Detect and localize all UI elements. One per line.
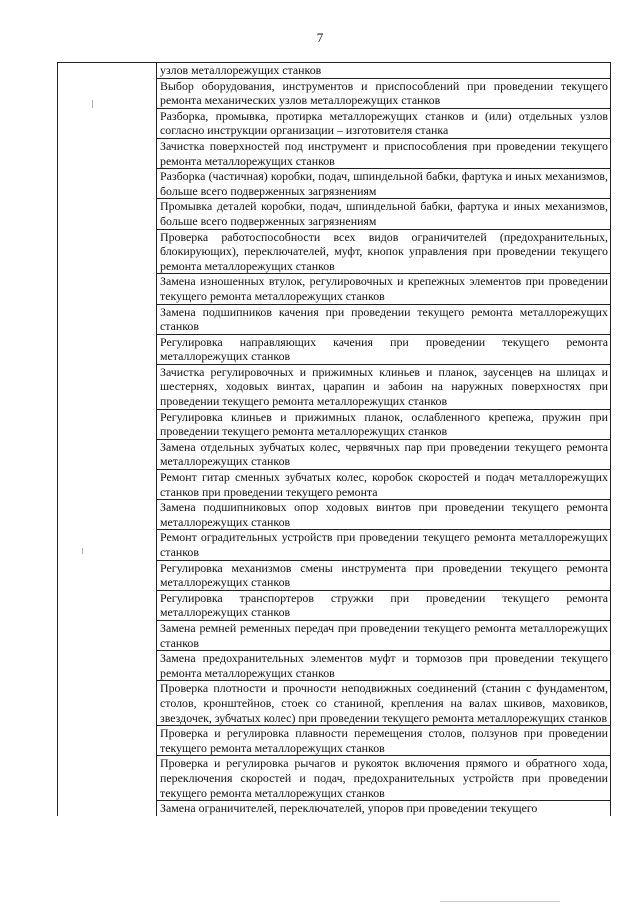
labor-actions-table (57, 62, 611, 816)
page-number: 7 (316, 30, 324, 45)
table-cell: Промывка деталей коробки, подач, шпиндельной бабки, фартука и иных механизмов, больше всего подверженных загрязнениям (157, 199, 611, 229)
table-cell: Замена изношенных втулок, регулировочных и крепежных элементов при проведении текущего ремонта металлорежущих станков (157, 274, 611, 304)
table-cell: Замена ремней ременных передач при проведении текущего ремонта металлорежущих станков (157, 620, 611, 650)
table-cell: Регулировка направляющих качения при проведении текущего ремонта металлорежущих станков (157, 334, 611, 364)
table-cell: Замена ограничителей, переключателей, упоров при проведении текущего (157, 801, 611, 816)
table-cell: Проверка и регулировка рычагов и рукояток включения прямого и обратного хода, переключения скоростей и подач, предохранительных устройств при проведении текущего ремонта металлорежущих станков (157, 756, 611, 801)
table-cell: Зачистка поверхностей под инструмент и приспособления при проведении текущего ремонта металлорежущих станков (157, 138, 611, 168)
table-cell: Проверка плотности и прочности неподвижных соединений (станин с фундаментом, столов, кронштейнов, стоек со станиной, крепления на валах шкивов, маховиков, звездочек, зубчатых колес) при проведении текущего ремонта металлорежущих станков (157, 681, 611, 726)
table-cell: Проверка работоспособности всех видов ограничителей (предохранительных, блокирующих), переключателей, муфт, кнопок управления при проведении текущего ремонта металлорежущих станков (157, 229, 611, 274)
table-cell: Замена подшипниковых опор ходовых винтов при проведении текущего ремонта металлорежущих станков (157, 500, 611, 530)
labor-functions-column (58, 63, 157, 816)
table-cell: Замена отдельных зубчатых колес, червячных пар при проведении текущего ремонта металлорежущих станков (157, 439, 611, 469)
table-cell: Разборка (частичная) коробки, подач, шпиндельной бабки, фартука и иных механизмов, больше всего подверженных загрязнениям (157, 169, 611, 199)
table-cell: Зачистка регулировочных и прижимных клиньев и планок, заусенцев на шлицах и шестернях, ходовых винтах, царапин и забоин на наружных поверхностях при проведении текущего ремонта металлорежущих станков (157, 364, 611, 409)
table-cell: Регулировка клиньев и прижимных планок, ослабленного крепежа, пружин при проведении текущего ремонта металлорежущих станков (157, 409, 611, 439)
scan-bottom-edge (440, 901, 560, 902)
table-cell: Ремонт оградительных устройств при проведении текущего ремонта металлорежущих станков (157, 530, 611, 560)
table-cell: Замена предохранительных элементов муфт и тормозов при проведении текущего ремонта металлорежущих станков (157, 651, 611, 681)
table-cell: узлов металлорежущих станков (157, 63, 611, 79)
table-cell: Выбор оборудования, инструментов и приспособлений при проведении текущего ремонта механических узлов металлорежущих станков (157, 78, 611, 108)
table-cell: Разборка, промывка, протирка металлорежущих станков и (или) отдельных узлов согласно инструкции организации – изготовителя станка (157, 108, 611, 138)
table-cell: Замена подшипников качения при проведении текущего ремонта металлорежущих станков (157, 304, 611, 334)
table-row (58, 63, 611, 79)
table-cell: Проверка и регулировка плавности перемещения столов, ползунов при проведении текущего ремонта металлорежущих станков (157, 726, 611, 756)
table-cell: Ремонт гитар сменных зубчатых колес, коробок скоростей и подач металлорежущих станков при проведении текущего ремонта (157, 470, 611, 500)
table-cell: Регулировка механизмов смены инструмента при проведении текущего ремонта металлорежущих станков (157, 560, 611, 590)
table-cell: Регулировка транспортеров стружки при проведении текущего ремонта металлорежущих станков (157, 590, 611, 620)
